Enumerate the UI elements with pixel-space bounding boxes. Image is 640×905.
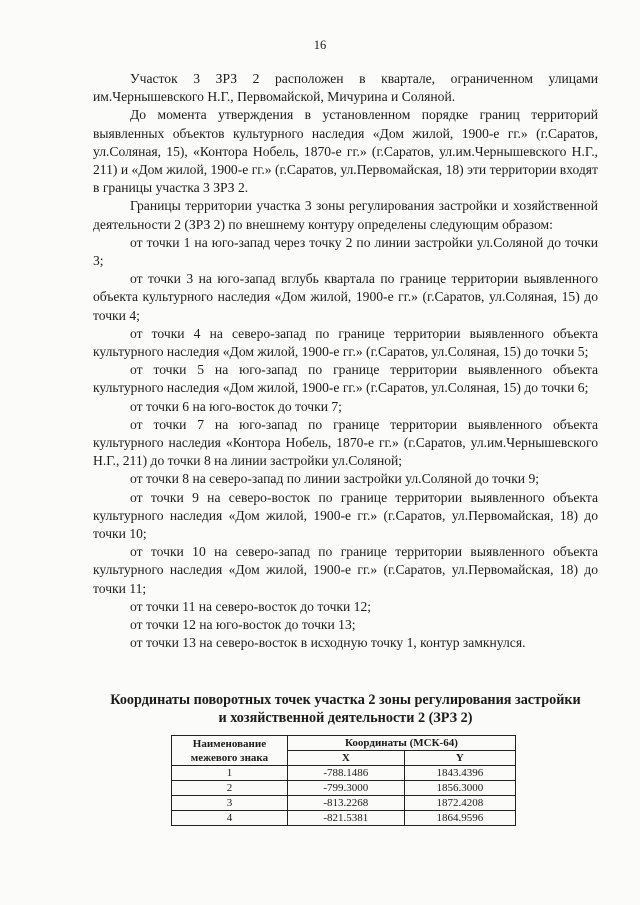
coordinates-table xyxy=(171,735,516,826)
paragraph: Границы территории участка 3 зоны регулирования застройки и хозяйственной деятельности 2 (ЗРЗ 2) по внешнему контуру определены следующим образом: xyxy=(93,198,598,232)
boundary-step: от точки 9 на северо-восток по границе территории выявленного объекта культурного наследия «Дом жилой, 1900-е гг.» (г.Саратов, ул.Первомайская, 18) до точки 10; xyxy=(93,489,598,542)
boundary-step: от точки 12 на юго-восток до точки 13; xyxy=(130,617,356,633)
cell-x: -788.1486 xyxy=(287,766,404,781)
table-row xyxy=(172,766,516,781)
document-body xyxy=(93,70,598,653)
boundary-step: от точки 13 на северо-восток в исходную точку 1, контур замкнулся. xyxy=(130,635,526,651)
boundary-step: от точки 6 на юго-восток до точки 7; xyxy=(130,398,342,414)
boundary-step: от точки 1 на юго-запад через точку 2 по линии застройки ул.Соляной до точки 3; xyxy=(93,234,598,269)
cell-y: 1864.9596 xyxy=(404,811,515,826)
cell-y: 1872.4208 xyxy=(404,796,515,811)
cell-x: -813.2268 xyxy=(287,796,404,811)
cell-x: -821.5381 xyxy=(287,811,404,826)
paragraph: До момента утверждения в установленном порядке границ территорий выявленных объектов культурного наследия «Дом жилой, 1900-е гг.» (г.Саратов, ул.Соляная, 15), «Контора Нобель, 1870-е гг.» (г.Саратов, ул.им.Чернышевского Н.Г., 211) и «Дом жилой, 1900-е гг.» (г.Саратов, ул.Первомайская, 18) эти территории входят в границы участка 3 ЗРЗ 2. xyxy=(93,107,598,196)
boundary-step: от точки 8 на северо-запад по линии застройки ул.Соляной до точки 9; xyxy=(130,471,540,487)
page-number: 16 xyxy=(313,38,327,52)
header-y: Y xyxy=(404,751,515,766)
cell-y: 1856.3000 xyxy=(404,781,515,796)
table-header-row xyxy=(172,736,516,751)
boundary-step: от точки 5 на юго-запад по границе территории выявленного объекта культурного наследия «Дом жилой, 1900-е гг.» (г.Саратов, ул.Соляная, 15) до точки 6; xyxy=(93,362,598,396)
table-caption xyxy=(88,691,603,727)
cell-mark: 1 xyxy=(172,766,288,781)
paragraph: Участок 3 ЗРЗ 2 расположен в квартале, ограниченном улицами им.Чернышевского Н.Г., Первомайской, Мичурина и Соляной. xyxy=(93,71,598,105)
boundary-step: от точки 11 на северо-восток до точки 12; xyxy=(130,598,372,614)
boundary-step: от точки 7 на юго-запад по границе территории выявленного объекта культурного наследия «Контора Нобель, 1870-е гг.» (г.Саратов, ул.им.Чернышевского Н.Г., 211) до точки 8 на линии застройки ул.Соляной; xyxy=(93,416,598,469)
boundary-step: от точки 10 на северо-запад по границе территории выявленного объекта культурного наследия «Дом жилой, 1900-е гг.» (г.Саратов, ул.Первомайская, 18) до точки 11; xyxy=(93,544,598,596)
cell-x: -799.3000 xyxy=(287,781,404,796)
table-row xyxy=(172,781,516,796)
table-caption-line: и хозяйственной деятельности 2 (ЗРЗ 2) xyxy=(218,710,473,726)
boundary-step: от точки 4 на северо-запад по границе территории выявленного объекта культурного наследия «Дом жилой, 1900-е гг.» (г.Саратов, ул.Соляная, 15) до точки 5; xyxy=(93,325,598,360)
table-row xyxy=(172,811,516,826)
table-row xyxy=(172,796,516,811)
table-caption-line: Координаты поворотных точек участка 2 зоны регулирования застройки xyxy=(110,692,581,708)
header-coordinates: Координаты (МСК-64) xyxy=(287,736,515,751)
boundary-step: от точки 3 на юго-запад вглубь квартала по границе территории выявленного объекта культурного наследия «Дом жилой, 1900-е гг.» (г.Саратов, ул.Соляная, 15) до точки 4; xyxy=(93,271,598,323)
cell-y: 1843.4396 xyxy=(404,766,515,781)
header-boundary-mark: Наименование межевого знака xyxy=(172,736,288,766)
cell-mark: 2 xyxy=(172,781,288,796)
cell-mark: 3 xyxy=(172,796,288,811)
cell-mark: 4 xyxy=(172,811,288,826)
header-x: X xyxy=(287,751,404,766)
